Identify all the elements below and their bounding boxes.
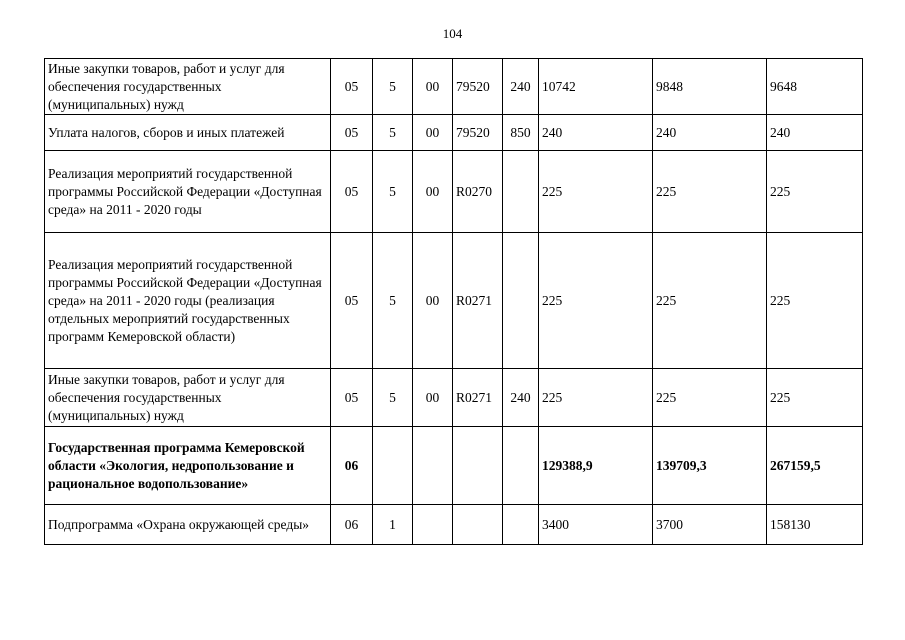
target-code: 79520 xyxy=(453,59,503,115)
amount-year3: 267159,5 xyxy=(767,427,863,505)
expense-type-code: 850 xyxy=(503,115,539,151)
amount-year2: 225 xyxy=(653,233,767,369)
amount-year3: 240 xyxy=(767,115,863,151)
expense-type-code xyxy=(503,233,539,369)
expense-type-code: 240 xyxy=(503,59,539,115)
target-code: R0270 xyxy=(453,151,503,233)
amount-year3: 225 xyxy=(767,151,863,233)
amount-year2: 139709,3 xyxy=(653,427,767,505)
program-code: 00 xyxy=(413,369,453,427)
table-row xyxy=(45,233,863,369)
amount-year1: 10742 xyxy=(539,59,653,115)
target-code: R0271 xyxy=(453,233,503,369)
amount-year2: 225 xyxy=(653,151,767,233)
subsection-code: 5 xyxy=(373,233,413,369)
expense-type-code: 240 xyxy=(503,369,539,427)
amount-year1: 129388,9 xyxy=(539,427,653,505)
table-row xyxy=(45,59,863,115)
amount-year1: 225 xyxy=(539,151,653,233)
amount-year2: 3700 xyxy=(653,505,767,545)
section-code: 05 xyxy=(331,151,373,233)
program-code: 00 xyxy=(413,59,453,115)
section-code: 05 xyxy=(331,59,373,115)
row-name: Подпрограмма «Охрана окружающей среды» xyxy=(45,505,331,545)
program-code xyxy=(413,505,453,545)
table-row xyxy=(45,115,863,151)
expense-type-code xyxy=(503,427,539,505)
target-code: R0271 xyxy=(453,369,503,427)
program-code: 00 xyxy=(413,115,453,151)
section-code: 05 xyxy=(331,369,373,427)
program-code xyxy=(413,427,453,505)
row-name: Иные закупки товаров, работ и услуг для обеспечения государственных (муниципальных) нужд xyxy=(45,369,331,427)
target-code xyxy=(453,505,503,545)
expense-type-code xyxy=(503,505,539,545)
expense-type-code xyxy=(503,151,539,233)
program-code: 00 xyxy=(413,233,453,369)
subsection-code: 5 xyxy=(373,59,413,115)
row-name: Реализация мероприятий государственной программы Российской Федерации «Доступная среда» на 2011 - 2020 годы xyxy=(45,151,331,233)
subsection-code: 5 xyxy=(373,369,413,427)
amount-year1: 225 xyxy=(539,233,653,369)
table-row xyxy=(45,505,863,545)
amount-year3: 158130 xyxy=(767,505,863,545)
amount-year3: 225 xyxy=(767,233,863,369)
subsection-code xyxy=(373,427,413,505)
table-row xyxy=(45,427,863,505)
table-row xyxy=(45,369,863,427)
subsection-code: 5 xyxy=(373,115,413,151)
amount-year2: 9848 xyxy=(653,59,767,115)
row-name: Иные закупки товаров, работ и услуг для обеспечения государственных (муниципальных) нужд xyxy=(45,59,331,115)
program-code: 00 xyxy=(413,151,453,233)
section-code: 05 xyxy=(331,233,373,369)
amount-year2: 225 xyxy=(653,369,767,427)
amount-year3: 9648 xyxy=(767,59,863,115)
row-name: Государственная программа Кемеровской области «Экология, недропользование и рациональное водопользование» xyxy=(45,427,331,505)
target-code xyxy=(453,427,503,505)
subsection-code: 5 xyxy=(373,151,413,233)
subsection-code: 1 xyxy=(373,505,413,545)
section-code: 06 xyxy=(331,505,373,545)
budget-table xyxy=(44,58,863,545)
page-number: 104 xyxy=(442,26,463,41)
row-name: Уплата налогов, сборов и иных платежей xyxy=(45,115,331,151)
section-code: 06 xyxy=(331,427,373,505)
row-name: Реализация мероприятий государственной программы Российской Федерации «Доступная среда» на 2011 - 2020 годы (реализация отдельных мероприятий государственных программ Кемеровской области) xyxy=(45,233,331,369)
target-code: 79520 xyxy=(453,115,503,151)
amount-year3: 225 xyxy=(767,369,863,427)
table-row xyxy=(45,151,863,233)
amount-year2: 240 xyxy=(653,115,767,151)
amount-year1: 240 xyxy=(539,115,653,151)
amount-year1: 225 xyxy=(539,369,653,427)
amount-year1: 3400 xyxy=(539,505,653,545)
section-code: 05 xyxy=(331,115,373,151)
